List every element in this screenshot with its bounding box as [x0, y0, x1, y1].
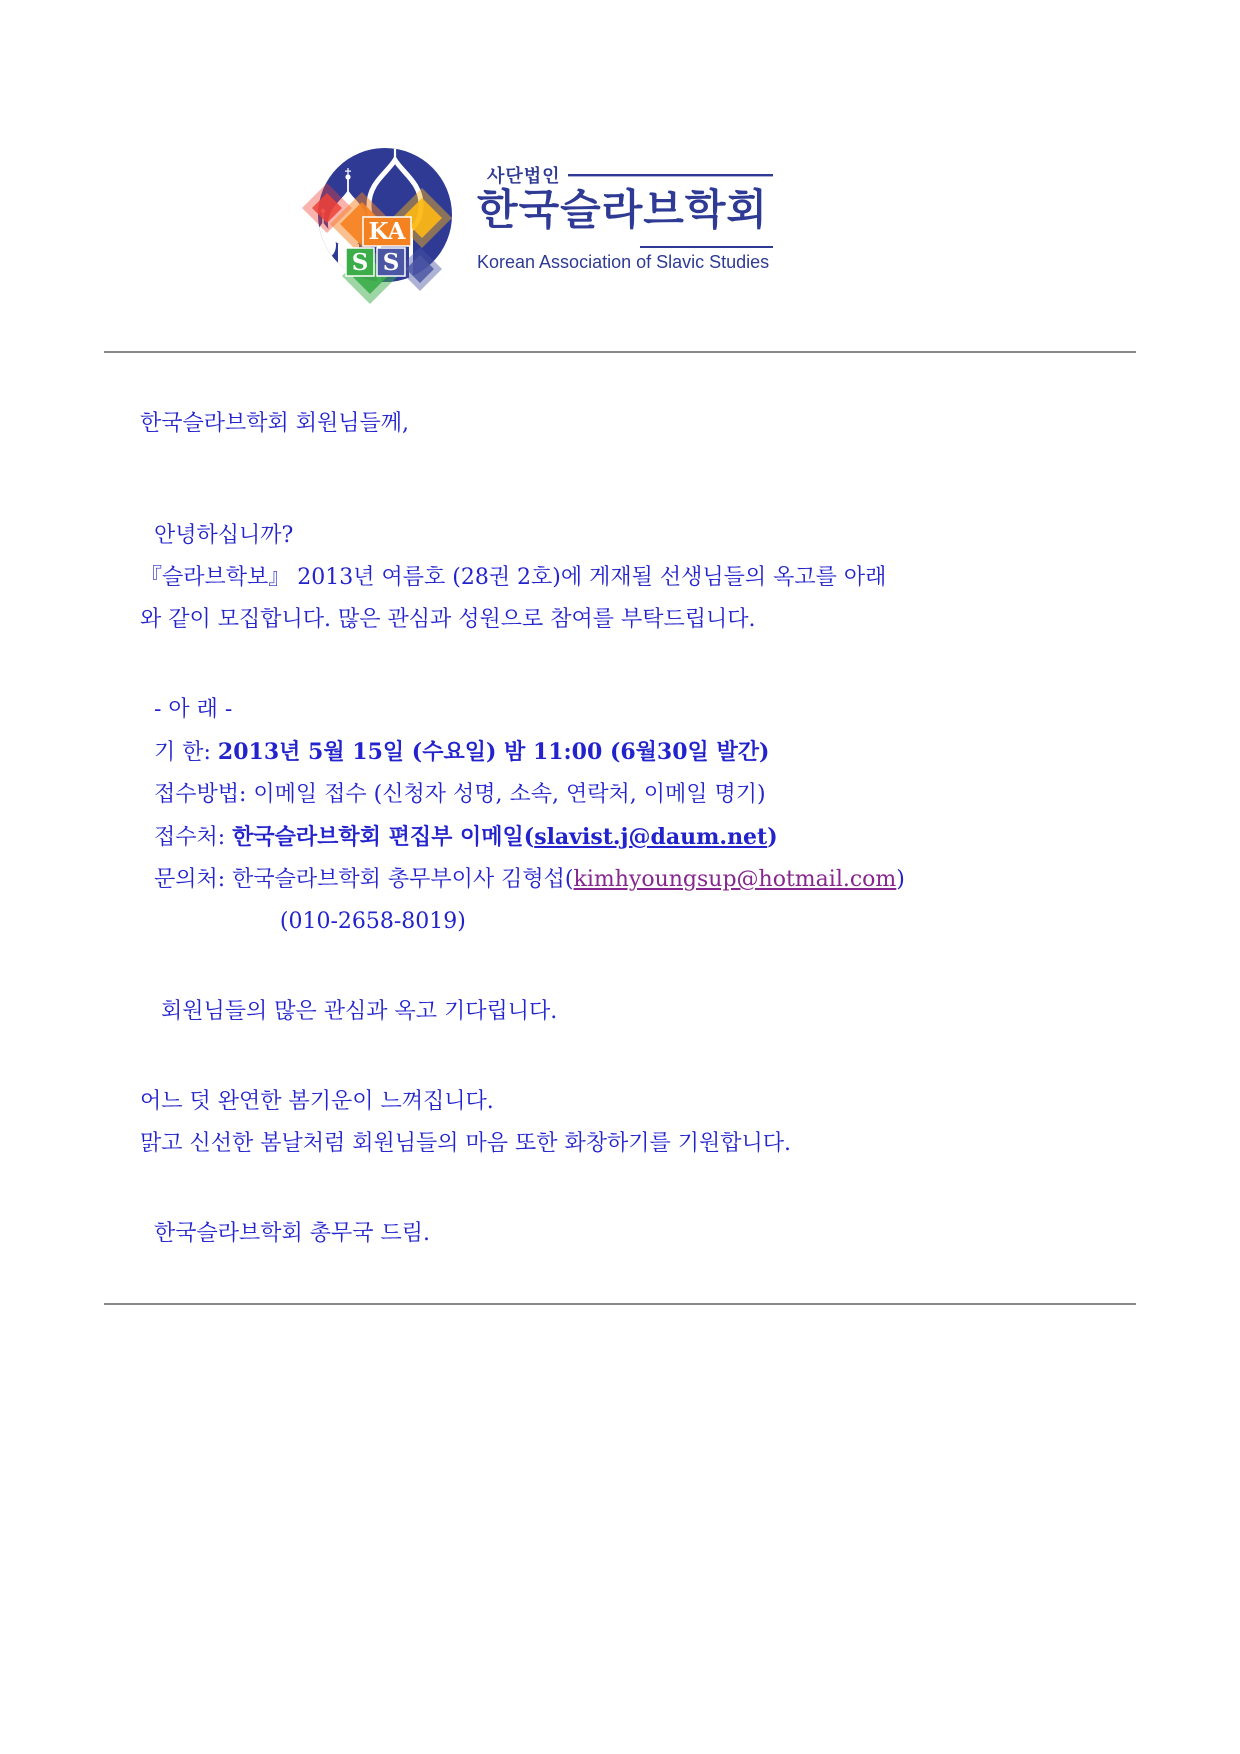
text-segment: 안녕하십니까?: [140, 523, 294, 548]
text-segment: 회원님들의 많은 관심과 옥고 기다립니다.: [140, 999, 558, 1024]
paragraph: [140, 689, 1140, 943]
wordmark-underline: [640, 246, 773, 248]
org-type-label: 사단법인: [487, 166, 561, 186]
doc-line: [140, 901, 1140, 943]
doc-line: [140, 859, 1140, 901]
paragraph: [140, 1081, 1140, 1165]
paragraph: [140, 515, 1140, 641]
text-segment: ): [896, 867, 905, 892]
document-body: [0, 353, 1240, 1255]
text-segment: 기 한:: [140, 740, 218, 765]
text-segment: 문의처: 한국슬라브학회 총무부이사 김형섭(: [140, 867, 574, 892]
doc-line: [140, 1123, 1140, 1165]
letter-s1: S: [351, 249, 369, 276]
org-name-korean: 한국슬라브학회: [477, 186, 769, 233]
doc-line: [140, 515, 1140, 557]
paragraph: [140, 403, 1140, 445]
org-type-rule: [568, 174, 773, 177]
text-segment: 2013년 5월 15일 (수요일) 밤 11:00 (6월30일 발간): [217, 739, 770, 765]
text-segment: 한국슬라브학회 편집부 이메일(: [232, 824, 535, 850]
text-segment: 와 같이 모집합니다. 많은 관심과 성원으로 참여를 부탁드립니다.: [140, 607, 756, 632]
text-segment: 접수처:: [140, 825, 233, 850]
doc-line: [140, 689, 1140, 731]
kass-logo-emblem: [300, 136, 472, 310]
bottom-rule: [104, 1303, 1136, 1305]
text-segment: 맑고 신선한 봄날처럼 회원님들의 마음 또한 화창하기를 기원합니다.: [140, 1131, 792, 1156]
doc-line: [140, 403, 1140, 445]
text-segment: 접수방법: 이메일 접수 (신청자 성명, 소속, 연락처, 이메일 명기): [140, 782, 766, 807]
letter-s2: S: [382, 249, 400, 276]
doc-line: [140, 1213, 1140, 1255]
letters-ka: KA: [368, 218, 406, 245]
letterhead: [0, 0, 1240, 351]
doc-line: [140, 774, 1140, 816]
text-segment: (010-2658-8019): [140, 909, 466, 934]
doc-line: [140, 1081, 1140, 1123]
org-name-english: Korean Association of Slavic Studies: [477, 252, 770, 272]
doc-line: [140, 557, 1140, 599]
hotmail-email-link[interactable]: kimhyoungsup@hotmail.com: [573, 867, 897, 892]
doc-line: [140, 816, 1140, 859]
text-segment: 어느 덧 완연한 봄기운이 느껴집니다.: [140, 1089, 494, 1114]
text-segment: ): [767, 824, 778, 850]
text-segment: 한국슬라브학회 총무국 드림.: [140, 1221, 431, 1246]
doc-line: [140, 991, 1140, 1033]
paragraph: [140, 1213, 1140, 1255]
doc-line: [140, 731, 1140, 774]
text-segment: 한국슬라브학회 회원님들께,: [140, 411, 410, 436]
daum-email-link[interactable]: slavist.j@daum.net: [534, 824, 768, 850]
text-segment: - 아 래 -: [140, 697, 233, 722]
doc-line: [140, 599, 1140, 641]
paragraph: [140, 991, 1140, 1033]
text-segment: 『슬라브학보』 2013년 여름호 (28권 2호)에 게재될 선생님들의 옥고를 아래: [140, 565, 887, 590]
